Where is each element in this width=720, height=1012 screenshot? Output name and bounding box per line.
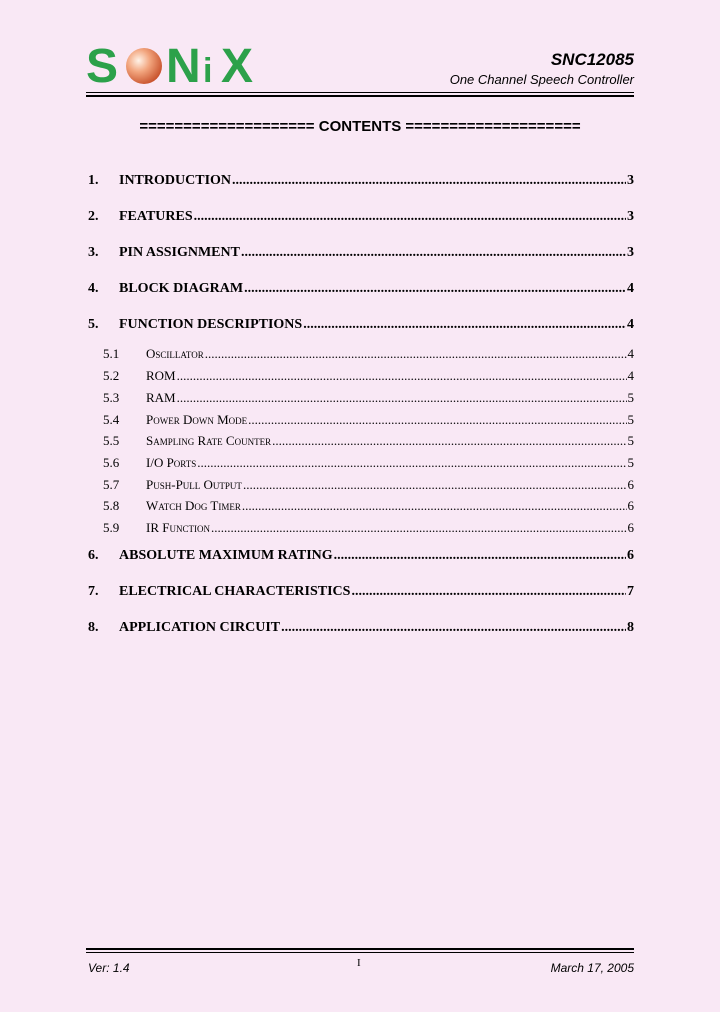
toc-entry[interactable] [86, 548, 634, 564]
toc-leader-dots [281, 620, 626, 636]
toc-entry-page: 5 [627, 390, 634, 405]
model-number: SNC12085 [550, 50, 634, 69]
toc-entry-number: 5.1 [103, 346, 120, 361]
toc-entry-title: ROM [146, 368, 176, 383]
toc-leader-dots [205, 346, 627, 362]
toc-entry-number: 5.9 [103, 520, 120, 535]
footer-rule [86, 952, 634, 953]
toc-entry[interactable] [86, 209, 634, 225]
document-header [450, 50, 634, 88]
version-label: Ver: 1.4 [88, 961, 130, 975]
toc-leader-dots [177, 390, 627, 406]
toc-entry-page: 6 [627, 520, 634, 535]
toc-entry-number: 5.2 [103, 368, 120, 383]
toc-entry[interactable] [86, 455, 634, 471]
toc-entry[interactable] [86, 412, 634, 428]
toc-entry-title: I/O Ports [146, 455, 197, 470]
toc-entry-number: 6. [88, 548, 99, 563]
toc-leader-dots [197, 455, 626, 471]
toc-entry[interactable] [86, 245, 634, 261]
svg-text:X: X [221, 42, 254, 88]
toc-leader-dots [194, 209, 626, 225]
svg-text:N: N [166, 42, 201, 88]
page-number: I [357, 957, 361, 969]
toc-entry-page: 4 [627, 281, 634, 296]
toc-entry-page: 3 [627, 245, 634, 260]
toc-leader-dots [211, 520, 627, 536]
toc-entry-title: BLOCK DIAGRAM [119, 281, 244, 296]
toc-entry-page: 5 [627, 455, 634, 470]
toc-leader-dots [334, 548, 626, 564]
toc-entry-page: 3 [627, 173, 634, 188]
toc-entry[interactable] [86, 368, 634, 384]
svg-text:S: S [86, 42, 118, 88]
toc-entry-title: ELECTRICAL CHARACTERISTICS [119, 584, 351, 599]
toc-entry-page: 4 [627, 368, 634, 383]
toc-leader-dots [177, 368, 627, 384]
toc-entry-title: FUNCTION DESCRIPTIONS [119, 317, 303, 332]
toc-entry-title: INTRODUCTION [119, 173, 232, 188]
toc-entry-number: 5.6 [103, 455, 120, 470]
toc-entry-page: 6 [627, 498, 634, 513]
toc-entry[interactable] [86, 390, 634, 406]
toc-entry-number: 5.5 [103, 433, 120, 448]
toc-leader-dots [243, 477, 627, 493]
toc-entry[interactable] [86, 433, 634, 449]
toc-entry-title: ABSOLUTE MAXIMUM RATING [119, 548, 333, 563]
toc-leader-dots [244, 281, 626, 297]
toc-entry-number: 3. [88, 245, 99, 260]
contents-heading: ==================== CONTENTS ==================== [139, 118, 581, 135]
toc-entry[interactable] [86, 346, 634, 362]
toc-entry[interactable] [86, 281, 634, 297]
toc-entry-number: 7. [88, 584, 99, 599]
toc-entry-title: Power Down Mode [146, 412, 248, 427]
toc-entry-number: 5.4 [103, 412, 120, 427]
toc-entry-title: PIN ASSIGNMENT [119, 245, 240, 260]
toc-leader-dots [248, 412, 626, 428]
toc-entry[interactable] [86, 520, 634, 536]
toc-entry-number: 5.8 [103, 498, 120, 513]
toc-entry-page: 7 [627, 584, 634, 599]
toc-entry-title: RAM [146, 390, 176, 405]
svg-text:i: i [203, 52, 213, 88]
toc-entry[interactable] [86, 317, 634, 333]
toc-entry-page: 8 [627, 620, 634, 635]
toc-entry-page: 3 [627, 209, 634, 224]
toc-entry-number: 1. [88, 173, 99, 188]
toc-entry[interactable] [86, 584, 634, 600]
toc-leader-dots [232, 173, 626, 189]
toc-entry-page: 6 [627, 477, 634, 492]
toc-entry-page: 5 [627, 433, 634, 448]
header-rule-thick [86, 95, 634, 97]
toc-leader-dots [272, 433, 626, 449]
toc-entry-page: 4 [627, 346, 634, 361]
date-label: March 17, 2005 [550, 961, 634, 975]
toc-entry-title: IR Function [146, 520, 210, 535]
toc-entry[interactable] [86, 477, 634, 493]
toc-leader-dots [241, 245, 626, 261]
toc-entry-title: Push-Pull Output [146, 477, 242, 492]
header-rule [86, 92, 634, 93]
toc-entry-title: Oscillator [146, 346, 204, 361]
product-subtitle: One Channel Speech Controller [449, 72, 634, 87]
toc-entry-title: FEATURES [119, 209, 193, 224]
toc-entry-title: APPLICATION CIRCUIT [119, 620, 281, 635]
footer-rule-thick [86, 948, 634, 950]
toc-entry[interactable] [86, 173, 634, 189]
toc-entry-number: 8. [88, 620, 99, 635]
toc-entry-page: 6 [627, 548, 634, 563]
toc-entry-number: 4. [88, 281, 99, 296]
toc-leader-dots [351, 584, 626, 600]
toc-entry[interactable] [86, 620, 634, 636]
toc-entry-number: 5.3 [103, 390, 120, 405]
toc-entry-number: 5. [88, 317, 99, 332]
toc-entry-number: 2. [88, 209, 99, 224]
toc-leader-dots [242, 498, 627, 514]
toc-entry-page: 4 [627, 317, 634, 332]
toc-leader-dots [303, 317, 626, 333]
toc-entry[interactable] [86, 498, 634, 514]
sonix-logo [86, 42, 266, 88]
toc-entry-page: 5 [627, 412, 634, 427]
toc-entry-title: Sampling Rate Counter [146, 433, 272, 448]
toc-entry-title: Watch Dog Timer [146, 498, 241, 513]
toc-entry-number: 5.7 [103, 477, 120, 492]
